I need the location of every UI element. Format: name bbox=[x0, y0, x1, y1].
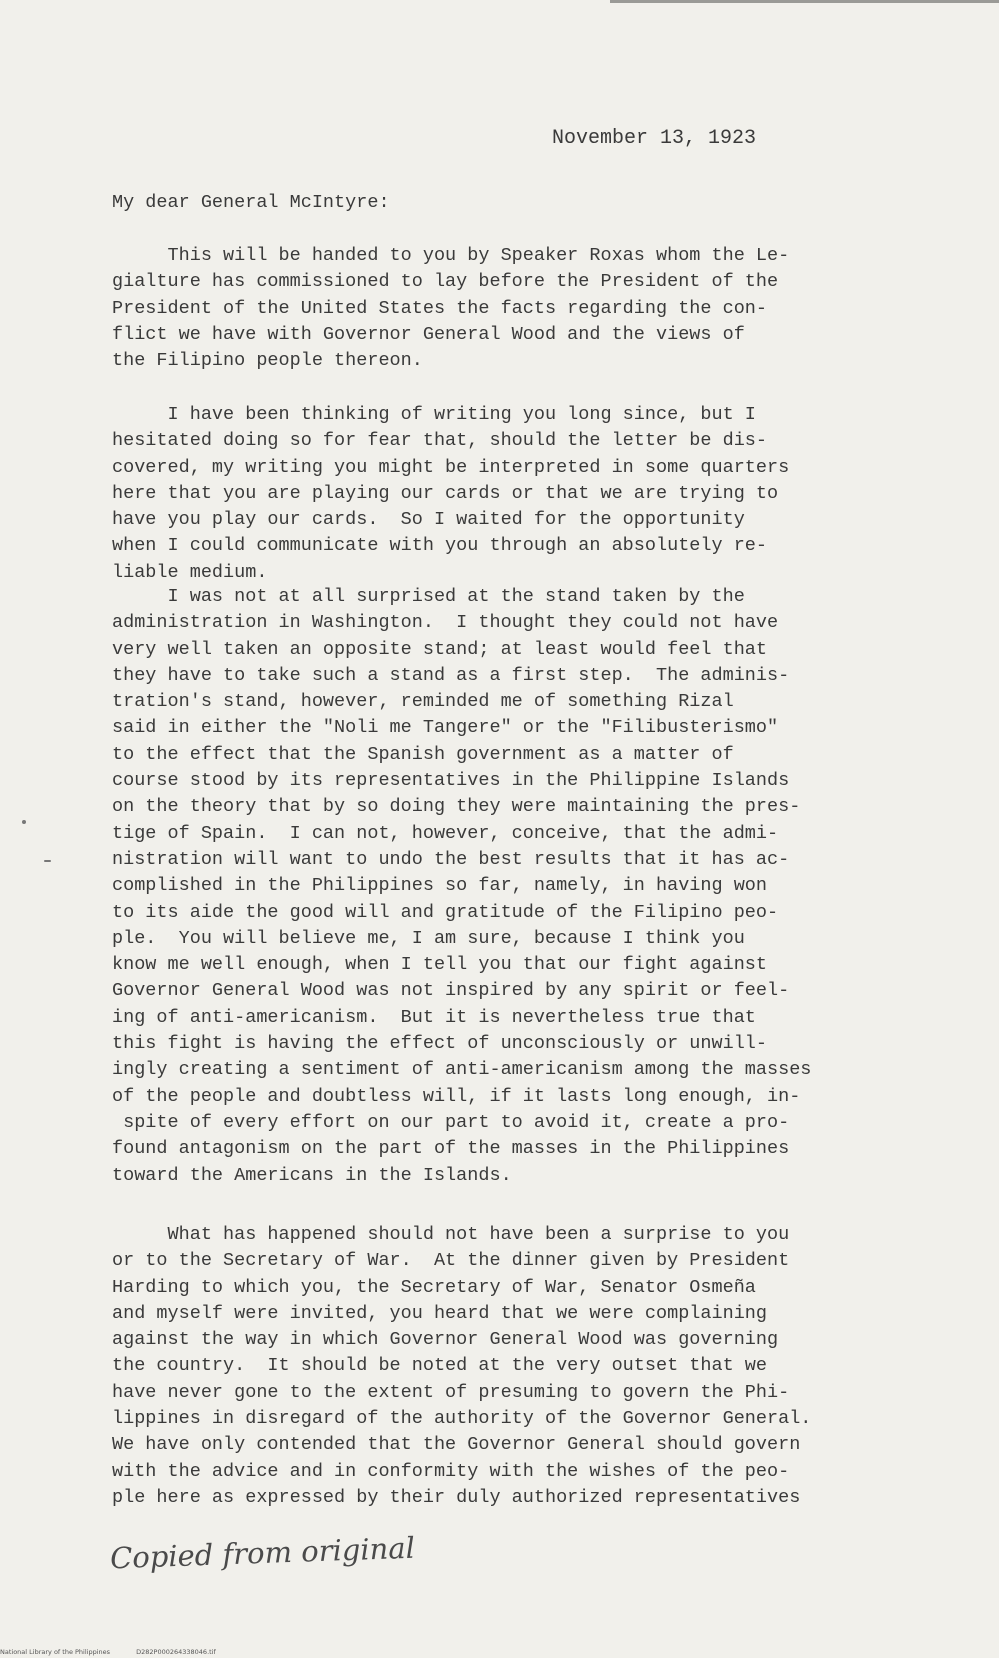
text-line: this fight is having the effect of unconsciously or unwill- bbox=[112, 1033, 768, 1055]
salutation: My dear General McIntyre: bbox=[112, 192, 390, 213]
text-line: and myself were invited, you heard that we were complaining bbox=[112, 1302, 768, 1324]
text-line: This will be handed to you by Speaker Roxas whom the Le- bbox=[112, 245, 790, 266]
paragraph-4 bbox=[112, 1222, 811, 1511]
text-line: We have only contended that the Governor General should govern bbox=[112, 1434, 801, 1456]
text-line: here that you are playing our cards or that we are trying to bbox=[112, 482, 779, 504]
text-line: know me well enough, when I tell you that our fight against bbox=[112, 954, 768, 976]
text-line: when I could communicate with you through an absolutely re- bbox=[112, 535, 768, 557]
text-line: have you play our cards. So I waited for the opportunity bbox=[112, 509, 745, 531]
text-line: to its aide the good will and gratitude of the Filipino peo- bbox=[112, 901, 779, 923]
text-line: against the way in which Governor General Wood was governing bbox=[112, 1329, 779, 1351]
text-line: of the people and doubtless will, if it lasts long enough, in- bbox=[112, 1085, 801, 1107]
text-line: lippines in disregard of the authority of the Governor General. bbox=[112, 1408, 812, 1430]
text-line: said in either the "Noli me Tangere" or the "Filibusterismo" bbox=[112, 717, 779, 739]
text-line: the Filipino people thereon. bbox=[112, 350, 423, 372]
paragraph-3 bbox=[112, 584, 811, 1189]
text-line: to the effect that the Spanish government as a matter of bbox=[112, 743, 734, 765]
letter-date: November 13, 1923 bbox=[552, 127, 757, 150]
text-line: flict we have with Governor General Wood and the views of bbox=[112, 323, 745, 345]
text-line: Harding to which you, the Secretary of War, Senator Osmeña bbox=[112, 1276, 756, 1298]
text-line: tration's stand, however, reminded me of something Rizal bbox=[112, 691, 734, 713]
scan-edge-rule bbox=[610, 0, 999, 3]
text-line: the country. It should be noted at the very outset that we bbox=[112, 1355, 768, 1377]
text-line: What has happened should not have been a surprise to you bbox=[112, 1224, 790, 1245]
text-line: gialture has commissioned to lay before the President of the bbox=[112, 271, 779, 293]
text-line: covered, my writing you might be interpreted in some quarters bbox=[112, 456, 790, 478]
text-line: or to the Secretary of War. At the dinner given by President bbox=[112, 1250, 790, 1272]
text-line: ingly creating a sentiment of anti-americanism among the masses bbox=[112, 1059, 812, 1081]
text-line: administration in Washington. I thought they could not have bbox=[112, 612, 779, 634]
text-line: hesitated doing so for fear that, should the letter be dis- bbox=[112, 430, 768, 452]
text-line: nistration will want to undo the best results that it has ac- bbox=[112, 848, 790, 870]
text-line: course stood by its representatives in the Philippine Islands bbox=[112, 770, 790, 792]
paragraph-1 bbox=[112, 243, 789, 374]
text-line: ing of anti-americanism. But it is nevertheless true that bbox=[112, 1006, 756, 1028]
text-line: I have been thinking of writing you long since, but I bbox=[112, 404, 756, 425]
scan-footer bbox=[0, 1648, 216, 1656]
scan-speck bbox=[22, 820, 26, 824]
text-line: spite of every effort on our part to avoid it, create a pro- bbox=[112, 1111, 790, 1133]
handwritten-note: Copied from original bbox=[109, 1530, 416, 1576]
paragraph-2 bbox=[112, 402, 789, 586]
archive-label: National Library of the Philippines bbox=[0, 1648, 111, 1656]
text-line: liable medium. bbox=[112, 561, 268, 583]
text-line: Governor General Wood was not inspired by any spirit or feel- bbox=[112, 980, 790, 1002]
text-line: complished in the Philippines so far, namely, in having won bbox=[112, 875, 768, 897]
file-id-label: D282P000264338046.tif bbox=[136, 1648, 216, 1656]
text-line: I was not at all surprised at the stand taken by the bbox=[112, 586, 745, 607]
text-line: ple here as expressed by their duly authorized representatives bbox=[112, 1486, 801, 1508]
text-line: they have to take such a stand as a first step. The adminis- bbox=[112, 664, 790, 686]
text-line: found antagonism on the part of the masses in the Philippines bbox=[112, 1138, 790, 1160]
text-line: have never gone to the extent of presuming to govern the Phi- bbox=[112, 1381, 790, 1403]
scan-speck bbox=[44, 860, 51, 862]
text-line: tige of Spain. I can not, however, conceive, that the admi- bbox=[112, 822, 779, 844]
text-line: with the advice and in conformity with the wishes of the peo- bbox=[112, 1460, 790, 1482]
text-line: ple. You will believe me, I am sure, because I think you bbox=[112, 927, 745, 949]
text-line: President of the United States the facts regarding the con- bbox=[112, 297, 768, 319]
text-line: very well taken an opposite stand; at least would feel that bbox=[112, 638, 768, 660]
text-line: toward the Americans in the Islands. bbox=[112, 1164, 512, 1186]
text-line: on the theory that by so doing they were maintaining the pres- bbox=[112, 796, 801, 818]
